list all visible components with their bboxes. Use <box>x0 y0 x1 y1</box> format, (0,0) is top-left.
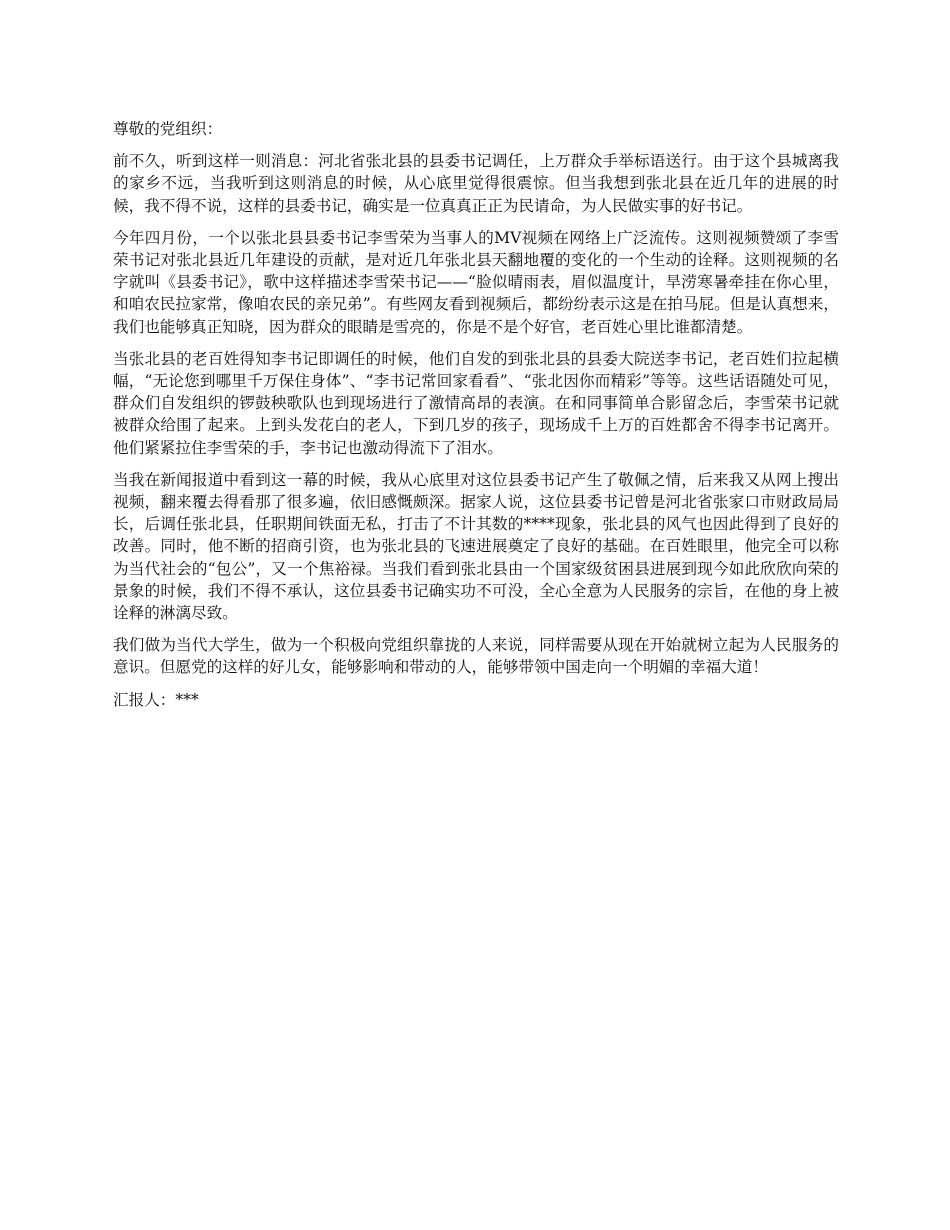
paragraph-5: 我们做为当代大学生，做为一个积极向党组织靠拢的人来说，同样需要从现在开始就树立起为人民服务的意识。但愿党的这样的好儿女，能够影响和带动的人，能够带领中国走向一个明媚的幸福大道！ <box>113 636 839 677</box>
letter-document <box>113 118 839 711</box>
paragraph-1: 前不久，听到这样一则消息：河北省张北县的县委书记调任，上万群众手举标语送行。由于这个县城离我的家乡不远，当我听到这则消息的时候，从心底里觉得很震惊。但当我想到张北县在近几年的进展的时候，我不得不说，这样的县委书记，确实是一位真真正正为民请命，为人民做实事的好书记。 <box>113 152 839 215</box>
signature: 汇报人：*** <box>113 690 199 709</box>
paragraph-3: 当张北县的老百姓得知李书记即调任的时候，他们自发的到张北县的县委大院送李书记，老百姓们拉起横幅，“无论您到哪里千万保住身体”、“李书记常回家看看”、“张北因你而精彩”等等。这些话语随处可见，群众们自发组织的锣鼓秧歌队也到现场进行了激情高昂的表演。在和同事简单合影留念后，李雪荣书记就被群众给围了起来。上到头发花白的老人，下到几岁的孩子，现场成千上万的百姓都舍不得李书记离开。他们紧紧拉住李雪荣的手，李书记也激动得流下了泪水。 <box>113 349 839 457</box>
paragraph-2: 今年四月份，一个以张北县县委书记李雪荣为当事人的MV视频在网络上广泛流传。这则视频赞颂了李雪荣书记对张北县近几年建设的贡献，是对近几年张北县天翻地覆的变化的一个生动的诠释。这则视频的名字就叫《县委书记》，歌中这样描述李雪荣书记——“脸似晴雨表，眉似温度计，旱涝寒暑牵挂在你心里，和咱农民拉家常，像咱农民的亲兄弟”。有些网友看到视频后，都纷纷表示这是在拍马屁。但是认真想来，我们也能够真正知晓，因为群众的眼睛是雪亮的，你是不是个好官，老百姓心里比谁都清楚。 <box>113 228 839 336</box>
paragraph-4: 当我在新闻报道中看到这一幕的时候，我从心底里对这位县委书记产生了敬佩之情，后来我又从网上搜出视频，翻来覆去得看那了很多遍，依旧感慨颇深。据家人说，这位县委书记曾是河北省张家口市财政局局长，后调任张北县，任职期间铁面无私，打击了不计其数的****现象，张北县的风气也因此得到了良好的改善。同时，他不断的招商引资，也为张北县的飞速进展奠定了良好的基础。在百姓眼里，他完全可以称为当代社会的“包公”，又一个焦裕禄。当我们看到张北县由一个国家级贫困县进展到现今如此欣欣向荣的景象的时候，我们不得不承认，这位县委书记确实功不可没，全心全意为人民服务的宗旨，在他的身上被诠释的淋漓尽致。 <box>113 470 839 623</box>
salutation: 尊敬的党组织： <box>113 120 223 138</box>
